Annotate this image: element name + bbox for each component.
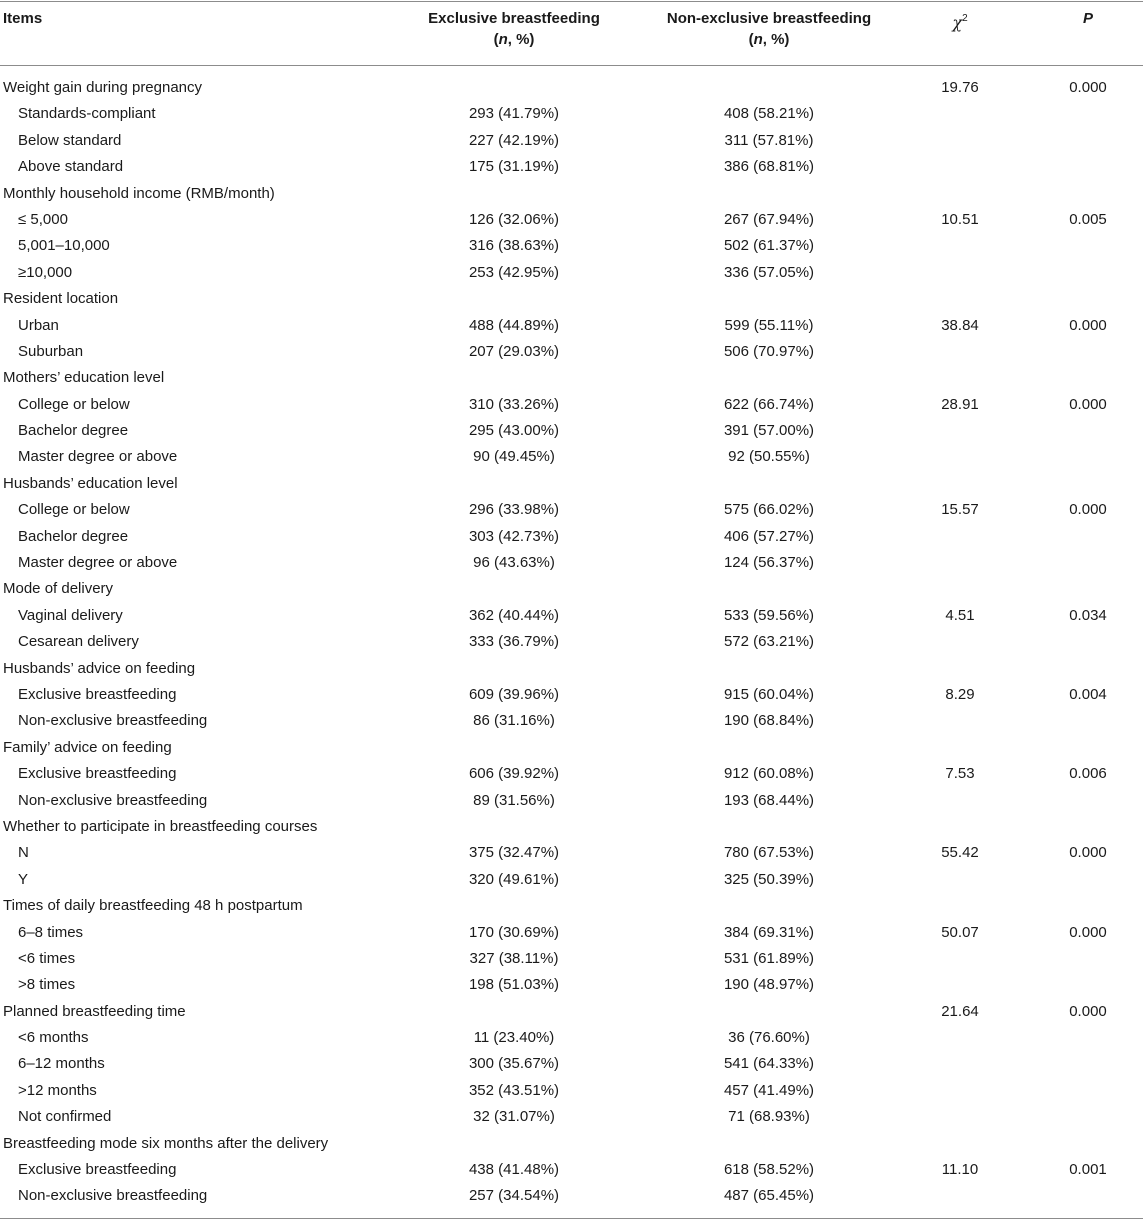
p-value: 0.001 (1069, 1161, 1107, 1179)
exclusive-value: 295 (43.00%) (468, 422, 560, 440)
bottom-rule (0, 1218, 1143, 1219)
exclusive-value: 316 (38.63%) (468, 237, 560, 255)
exclusive-value: 606 (39.92%) (468, 765, 560, 783)
nonexclusive-value: 780 (67.53%) (723, 844, 815, 862)
nonexclusive-value: 92 (50.55%) (728, 448, 810, 466)
p-value: 0.000 (1069, 395, 1107, 413)
row-label: Monthly household income (RMB/month) (3, 184, 275, 202)
chi-square-value: 11.10 (941, 1161, 979, 1179)
nonexclusive-value: 124 (56.37%) (723, 554, 815, 572)
nonexclusive-value: 190 (48.97%) (723, 976, 815, 994)
group-row (0, 735, 1143, 761)
exclusive-value: 175 (31.19%) (468, 158, 560, 176)
nonexclusive-value: 541 (64.33%) (723, 1055, 815, 1073)
exclusive-value: 89 (31.56%) (473, 791, 555, 809)
chi-square-value: 21.64 (941, 1002, 979, 1020)
nonexclusive-value: 190 (68.84%) (723, 712, 815, 730)
header-p: P (1082, 10, 1093, 27)
row-label: Cesarean delivery (18, 633, 139, 651)
exclusive-value: 11 (23.40%) (473, 1029, 555, 1047)
exclusive-value: 126 (32.06%) (468, 210, 560, 228)
table-row (0, 972, 1143, 998)
row-label: Exclusive breastfeeding (18, 1161, 177, 1179)
row-label: Suburban (18, 342, 84, 360)
row-label: <6 months (18, 1029, 89, 1047)
exclusive-value: 303 (42.73%) (468, 527, 560, 545)
header-nonexclusive (657, 8, 881, 50)
row-label: Times of daily breastfeeding 48 h postpartum (3, 897, 303, 915)
header-exclusive-pct: , %) (507, 31, 535, 48)
nonexclusive-value: 599 (55.11%) (724, 316, 814, 334)
header-exclusive (419, 8, 609, 50)
table-row (0, 920, 1143, 946)
row-label: Weight gain during pregnancy (3, 79, 203, 96)
exclusive-value: 488 (44.89%) (468, 316, 560, 334)
header-items: Items (3, 10, 43, 27)
row-label: Exclusive breastfeeding (18, 685, 177, 703)
row-label: <6 times (18, 949, 76, 967)
chi-square-value: 8.29 (945, 685, 975, 703)
table-row (0, 788, 1143, 814)
row-label: College or below (18, 395, 130, 413)
exclusive-value: 362 (40.44%) (468, 606, 560, 624)
nonexclusive-value: 406 (57.27%) (723, 527, 815, 545)
row-label: Bachelor degree (18, 527, 129, 545)
nonexclusive-value: 912 (60.08%) (723, 765, 815, 783)
exclusive-value: 296 (33.98%) (468, 501, 560, 519)
group-row (0, 814, 1143, 840)
header-nonexclusive-title: Non-exclusive breastfeeding (666, 10, 872, 27)
nonexclusive-value: 311 (57.81%) (724, 131, 814, 149)
header-chi-sup: 2 (962, 13, 968, 24)
chi-square-value: 38.84 (941, 316, 979, 334)
group-row (0, 576, 1143, 602)
exclusive-value: 438 (41.48%) (468, 1161, 560, 1179)
nonexclusive-value: 487 (65.45%) (723, 1187, 815, 1205)
table-row (0, 708, 1143, 734)
exclusive-value: 333 (36.79%) (468, 633, 560, 651)
exclusive-value: 90 (49.45%) (473, 448, 555, 466)
group-row (0, 656, 1143, 682)
exclusive-value: 375 (32.47%) (468, 844, 560, 862)
exclusive-value: 257 (34.54%) (468, 1187, 560, 1205)
group-row (0, 471, 1143, 497)
exclusive-value: 227 (42.19%) (468, 131, 560, 149)
top-rule (0, 1, 1143, 2)
p-value: 0.000 (1069, 1002, 1107, 1020)
group-row (0, 75, 1143, 101)
group-row (0, 365, 1143, 391)
table-row (0, 339, 1143, 365)
chi-square-value: 7.53 (945, 765, 975, 783)
p-value: 0.034 (1069, 606, 1107, 624)
nonexclusive-value: 915 (60.04%) (723, 685, 815, 703)
row-label: Non-exclusive breastfeeding (18, 712, 208, 730)
row-label: College or below (18, 501, 130, 519)
row-label: Husbands’ advice on feeding (3, 659, 196, 677)
table-row (0, 260, 1143, 286)
table-row (0, 603, 1143, 629)
nonexclusive-value: 267 (67.94%) (723, 210, 815, 228)
p-value: 0.000 (1069, 844, 1107, 862)
table-row (0, 313, 1143, 339)
row-label: Master degree or above (18, 554, 178, 572)
chi-square-value: 15.57 (941, 501, 979, 519)
nonexclusive-value: 71 (68.93%) (728, 1108, 810, 1126)
table-row (0, 418, 1143, 444)
header-exclusive-title: Exclusive breastfeeding (428, 10, 600, 27)
row-label: ≥10,000 (18, 263, 73, 281)
row-label: Below standard (18, 131, 122, 149)
row-label: Vaginal delivery (18, 606, 123, 624)
exclusive-value: 96 (43.63%) (473, 554, 555, 572)
row-label: Not confirmed (18, 1108, 112, 1126)
row-label: 6–8 times (18, 923, 84, 941)
table-row (0, 1051, 1143, 1077)
table-row (0, 867, 1143, 893)
nonexclusive-value: 531 (61.89%) (723, 949, 815, 967)
nonexclusive-value: 506 (70.97%) (723, 342, 815, 360)
nonexclusive-value: 336 (57.05%) (723, 263, 815, 281)
row-label: Y (18, 870, 29, 888)
table-row (0, 233, 1143, 259)
row-label: Mode of delivery (3, 580, 114, 598)
exclusive-value: 198 (51.03%) (468, 976, 560, 994)
table-row (0, 761, 1143, 787)
exclusive-value: 253 (42.95%) (468, 263, 560, 281)
header-chi-square (930, 8, 990, 33)
p-value: 0.000 (1069, 501, 1107, 519)
table-row (0, 629, 1143, 655)
nonexclusive-value: 193 (68.44%) (723, 791, 815, 809)
table-row (0, 550, 1143, 576)
exclusive-value: 320 (49.61%) (468, 870, 560, 888)
nonexclusive-value: 502 (61.37%) (723, 237, 815, 255)
nonexclusive-value: 384 (69.31%) (723, 923, 815, 941)
exclusive-value: 609 (39.96%) (468, 685, 560, 703)
row-label: Bachelor degree (18, 422, 129, 440)
row-label: ≤ 5,000 (18, 210, 68, 228)
row-label: Mothers’ education level (3, 369, 165, 387)
row-label: >12 months (18, 1081, 97, 1099)
nonexclusive-value: 575 (66.02%) (723, 501, 815, 519)
group-row (0, 181, 1143, 207)
table-row (0, 154, 1143, 180)
table-body (0, 75, 1143, 1210)
table-row (0, 1078, 1143, 1104)
p-value: 0.000 (1069, 923, 1107, 941)
nonexclusive-value: 533 (59.56%) (723, 606, 815, 624)
table-row (0, 524, 1143, 550)
exclusive-value: 310 (33.26%) (468, 395, 560, 413)
group-row (0, 286, 1143, 312)
nonexclusive-value: 408 (58.21%) (723, 105, 815, 123)
table-row (0, 1104, 1143, 1130)
row-label: Breastfeeding mode six months after the delivery (3, 1134, 329, 1152)
row-label: Above standard (18, 158, 124, 176)
table-header (0, 8, 1143, 64)
group-row (0, 893, 1143, 919)
table-row (0, 392, 1143, 418)
header-chi-symbol: χ (952, 13, 963, 32)
header-rule (0, 65, 1143, 66)
p-value: 0.000 (1069, 316, 1107, 334)
nonexclusive-value: 457 (41.49%) (723, 1081, 815, 1099)
table-row (0, 1183, 1143, 1209)
table-row (0, 840, 1143, 866)
row-label: Non-exclusive breastfeeding (18, 791, 208, 809)
chi-square-value: 19.76 (941, 79, 979, 96)
group-row (0, 999, 1143, 1025)
p-value: 0.006 (1069, 765, 1107, 783)
group-row (0, 1131, 1143, 1157)
exclusive-value: 32 (31.07%) (473, 1108, 555, 1126)
chi-square-value: 50.07 (941, 923, 979, 941)
p-value: 0.004 (1069, 685, 1107, 703)
row-label: Urban (18, 316, 59, 334)
row-label: 5,001–10,000 (18, 237, 110, 255)
chi-square-value: 10.51 (941, 210, 979, 228)
nonexclusive-value: 391 (57.00%) (723, 422, 815, 440)
chi-square-value: 28.91 (941, 395, 979, 413)
nonexclusive-value: 622 (66.74%) (723, 395, 815, 413)
table-row (0, 207, 1143, 233)
row-label: Non-exclusive breastfeeding (18, 1187, 208, 1205)
exclusive-value: 86 (31.16%) (473, 712, 555, 730)
table-row (0, 1025, 1143, 1051)
table-row (0, 497, 1143, 523)
nonexclusive-value: 572 (63.21%) (723, 633, 815, 651)
exclusive-value: 170 (30.69%) (468, 923, 560, 941)
header-exclusive-sub: (n, %) (493, 31, 535, 48)
header-exclusive-n: n (498, 31, 508, 48)
exclusive-value: 293 (41.79%) (468, 105, 560, 123)
exclusive-value: 327 (38.11%) (469, 949, 559, 967)
header-nonexclusive-pct: , %) (762, 31, 790, 48)
row-label: Master degree or above (18, 448, 178, 466)
row-label: N (18, 844, 29, 862)
row-label: Standards-compliant (18, 105, 156, 123)
row-label: Whether to participate in breastfeeding courses (3, 817, 318, 835)
nonexclusive-value: 618 (58.52%) (723, 1161, 815, 1179)
exclusive-value: 207 (29.03%) (468, 342, 560, 360)
p-value: 0.000 (1069, 79, 1107, 96)
table-row (0, 682, 1143, 708)
nonexclusive-value: 386 (68.81%) (723, 158, 815, 176)
table-row (0, 444, 1143, 470)
row-label: Exclusive breastfeeding (18, 765, 177, 783)
header-nonexclusive-n: n (753, 31, 763, 48)
nonexclusive-value: 325 (50.39%) (723, 870, 815, 888)
row-label: Family’ advice on feeding (3, 738, 172, 756)
row-label: 6–12 months (18, 1055, 105, 1073)
row-label: Husbands’ education level (3, 474, 178, 492)
chi-square-value: 55.42 (941, 844, 979, 862)
row-label: >8 times (18, 976, 76, 994)
table-row (0, 128, 1143, 154)
exclusive-value: 300 (35.67%) (468, 1055, 560, 1073)
table-row (0, 101, 1143, 127)
chi-square-value: 4.51 (945, 606, 975, 624)
row-label: Resident location (3, 290, 119, 308)
row-label: Planned breastfeeding time (3, 1002, 186, 1020)
exclusive-value: 352 (43.51%) (468, 1081, 560, 1099)
table-row (0, 946, 1143, 972)
p-value: 0.005 (1069, 210, 1107, 228)
nonexclusive-value: 36 (76.60%) (728, 1029, 810, 1047)
table-row (0, 1157, 1143, 1183)
header-nonexclusive-sub: (n, %) (748, 31, 790, 48)
